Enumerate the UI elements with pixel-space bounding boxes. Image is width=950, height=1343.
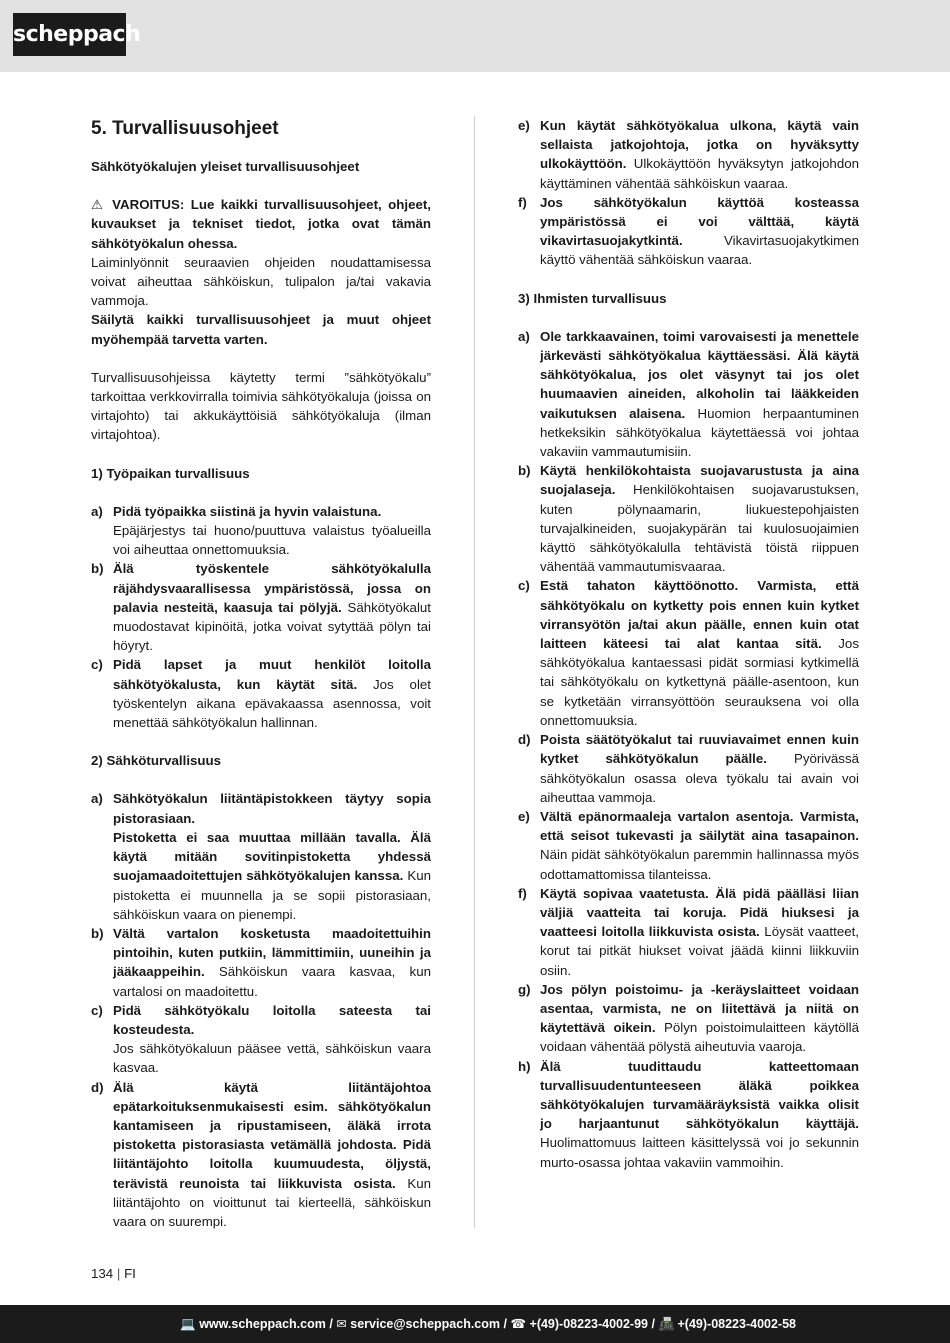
warning-bold-text: VAROITUS: Lue kaikki turvallisuusohjeet, ohjeet, kuvaukset ja tekniset tiedot, jotka ovat tämän sähkötyökalun ohessa.: [91, 197, 431, 251]
warning-keep-text: Säilytä kaikki turvallisuusohjeet ja muut ohjeet myöhempää tarvetta varten.: [91, 312, 431, 347]
phone-icon: ☎: [510, 1317, 527, 1331]
warning-block: [91, 195, 431, 349]
list-item: e) Vältä epänormaaleja vartalon asentoja. Varmista, että seisot tukevasti ja säilytät aina tasapainon. Näin pidät sähkötyökalun paremmin hallinnassa myös odottamattomissa tilanteissa.: [518, 808, 859, 882]
warning-heading: [91, 195, 431, 253]
list-item: b) Vältä vartalon kosketusta maadoitettuihin pintoihin, kuten putkiin, lämmittimiin, uuneihin ja jääkaappeihin. Sähköiskun vaara kasvaa, kun vartalosi on maadoitettu.: [91, 925, 431, 999]
list-item: h) Älä tuudittaudu katteettomaan turvallisuudentunteeseen äläkä poikkea sähkötyökalujen turvamääräyksistä vaikka olisit jo harjaantunut sähkötyökalun käyttäjä. Huolimattomuus laitteen käsittelyssä voi jo sekunnin murto-osassa johtaa vakaviin vammoihin.: [518, 1058, 859, 1170]
page-header: [0, 0, 950, 72]
scheppach-logo: scheppach: [13, 13, 126, 56]
list-item: d) Poista säätötyökalut tai ruuviavaimet ennen kuin kytket sähkötyökalun päälle. Pyörivässä sähkötyökalun osassa oleva työkalu tai avain voi aiheuttaa vammoja.: [518, 732, 859, 805]
list-item: f) Jos sähkötyökalun käyttöä kosteassa ympäristössä ei voi välttää, käytä vikavirtasuojakytkintä. Vikavirtasuojakytkimen käyttö vähentää sähköiskun vaaraa.: [518, 194, 859, 268]
email-link[interactable]: service@scheppach.com /: [350, 1317, 507, 1331]
list-item: d) Älä käytä liitäntäjohtoa epätarkoituksenmukaisesti esim. sähkötyökalun kantamiseen ja ripustamiseen, äläkä irrota pistoketta pistorasiasta vetämällä johdosta. Pidä liitäntäjohto loitolla kuumuudesta, öljystä, terävistä reunoista tai liikkuvista osista. Kun liitäntäjohto on vioittunut tai kierteellä, sähköiskun vaara on suurempi.: [91, 1079, 431, 1229]
list-item: a) Pidä työpaikka siistinä ja hyvin valaistuna. Epäjärjestys tai huono/puuttuva valaistus työalueilla voi aiheuttaa onnettomuuksia.: [91, 503, 431, 558]
list-item: a) Sähkötyökalun liitäntäpistokkeen täytyy sopia pistorasiaan. Pistoketta ei saa muuttaa millään tavalla. Älä käytä mitään sovitinpistoketta yhdessä suojamaadoitettujen sähkötyökalujen kanssa. Kun pistoketta ei muunnella ja se sopii pistorasiaan, sähköiskun vaara on pienempi.: [91, 791, 431, 922]
list-item: a) Ole tarkkaavainen, toimi varovaisesti ja menettele järkevästi sähkötyökalua käyttäessäsi. Älä käytä sähkötyökalua, jos olet väsynyt tai jos olet huumaavien aineiden, alkoholin tai lääkkeiden vaikutuksen alaisena. Huomion herpaantuminen hetkeksikin sähkötyökalua käytettäessä voi johtaa vakaviin vammautumisiin.: [518, 328, 859, 460]
section-title: 5. Turvallisuusohjeet: [91, 118, 279, 139]
right-column: [518, 116, 859, 1172]
warning-triangle-icon: ⚠: [91, 197, 106, 213]
fax-number: +(49)-08223-4002-58: [677, 1317, 796, 1331]
mail-icon: ✉: [336, 1317, 347, 1331]
personal-safety-heading: 3) Ihmisten turvallisuus: [518, 290, 667, 306]
list-item: c) Estä tahaton käyttöönotto. Varmista, että sähkötyökalu on kytketty pois ennen kuin kytket virransyötön ja/tai akun päälle, ennen kuin otat laitteen käteesi tai alat kantaa sitä. Jos sähkötyökalua kantaessasi pidät sormiasi kytkimellä tai sähkötyökalu on kytkettynä päälle-asentoon, kun se kytketään virransyöttöön seurauksena voi olla onnettomuuksia.: [518, 578, 859, 728]
electrical-safety-heading: 2) Sähköturvallisuus: [91, 753, 222, 769]
laptop-icon: 💻: [180, 1317, 196, 1331]
list-item: c) Pidä sähkötyökalu loitolla sateesta tai kosteudesta. Jos sähkötyökaluun pääsee vettä, sähköiskun vaara kasvaa.: [91, 1002, 431, 1076]
phone-number: +(49)-08223-4002-99 /: [529, 1317, 655, 1331]
left-column: [91, 116, 431, 1231]
page-number: 134 | FI: [91, 1266, 136, 1281]
list-item: b) Älä työskentele sähkötyökalulla räjähdysvaarallisessa ympäristössä, jossa on palavia nesteitä, kaasuja tai pölyjä. Sähkötyökalut muodostavat kipinöitä, jotka voivat sytyttää pölyn tai höyryt.: [91, 561, 431, 654]
work-area-heading: 1) Työpaikan turvallisuus: [91, 465, 250, 481]
website-link[interactable]: www.scheppach.com /: [199, 1317, 333, 1331]
fax-icon: 📠: [658, 1317, 675, 1331]
warning-normal-text: Laiminlyönnit seuraavien ohjeiden noudattamisessa voivat aiheuttaa sähköiskun, tulipalon ja/tai vakavia vammoja.: [91, 254, 431, 309]
list-item: f) Käytä sopivaa vaatetusta. Älä pidä päälläsi liian väljiä vaatteita tai koruja. Pidä hiuksesi ja vaatteesi loitolla liikkuvista osista. Löysät vaatteet, korut tai pitkät hiukset voivat jäädä kiinni liikkuviin osiin.: [518, 885, 859, 978]
list-item: b) Käytä henkilökohtaista suojavarustusta ja aina suojalaseja. Henkilökohtaisen suojavarustuksen, kuten pölynaamarin, liukuestepohjaisten turvajalkineiden, suojakypärän tai kuulosuojaimien käyttö sähkötyökalulla tehtävistä töistä riippuen vähentää vammautumisvaaraa.: [518, 463, 859, 575]
list-item: c) Pidä lapset ja muut henkilöt loitolla sähkötyökalusta, kun käytät sitä. Jos olet työskentelyn aikana epävakaassa asennossa, voit menettää sähkötyökalun hallinnan.: [91, 657, 431, 731]
section-subtitle: Sähkötyökalujen yleiset turvallisuusohjeet: [91, 159, 360, 174]
page-footer: [0, 1305, 950, 1343]
column-divider: [474, 116, 475, 1228]
list-item: e) Kun käytät sähkötyökalua ulkona, käytä vain sellaista jatkojohtoja, jotka on hyväksytty ulkokäyttöön. Ulkokäyttöön hyväksytyn jatkojohdon käyttäminen vähentää sähköiskun vaaraa.: [518, 118, 860, 191]
list-item: g) Jos pölyn poistoimu- ja -keräyslaitteet voidaan asentaa, varmista, ne on liitettävä ja niitä on käytettävä oikein. Pölyn poistoimulaitteen käytöllä voidaan vähentää pölystä aiheutuvia vaaroja.: [518, 981, 859, 1055]
term-paragraph: Turvallisuusohjeissa käytetty termi ”sähkötyökalu” tarkoittaa verkkovirralla toimivia sähkötyökaluja (joissa on virtajohto) tai akkukäyttöisiä sähkötyökaluja (ilman virtajohtoa).: [91, 369, 431, 443]
